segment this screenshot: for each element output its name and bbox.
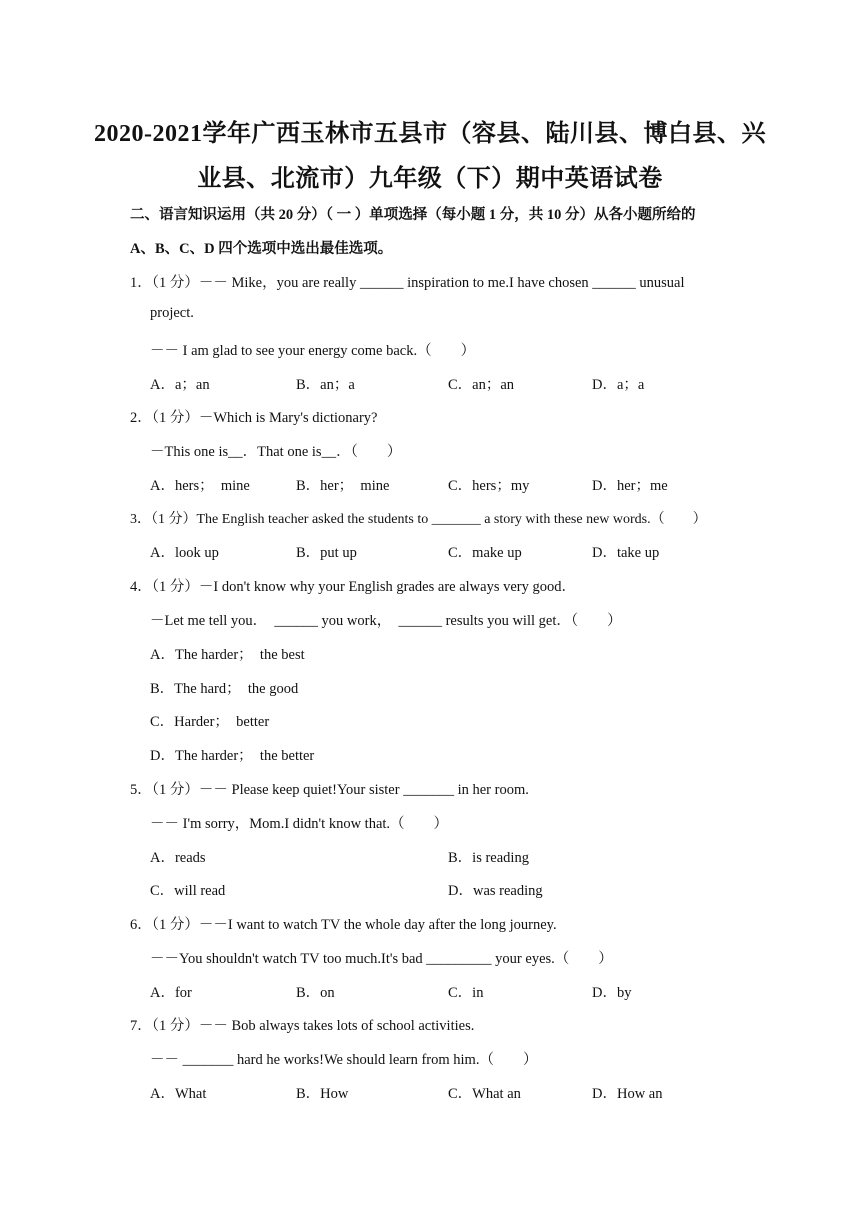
exam-title-line-1: 2020-2021学年广西玉林市五县市（容县、陆川县、博白县、兴	[94, 121, 766, 147]
question-1-stem-line-1: 1．（1 分）－－ Mike，you are really ______ inspiration to me.I have chosen ______ unusual	[130, 275, 685, 291]
section-heading-line-1: 二、语言知识运用（共 20 分）（ 一 ）单项选择（每小题 1 分，共 10 分）从各小题所给的	[130, 207, 696, 223]
question-7-stem-line-1: 7．（1 分）－－ Bob always takes lots of school activities.	[130, 1018, 475, 1034]
question-4-option-a: A．The harder； the best	[150, 647, 305, 663]
question-1-stem-line-2: project.	[150, 305, 194, 321]
question-4-option-d: D．The harder； the better	[150, 748, 315, 764]
question-7-option-d: D．How an	[592, 1086, 663, 1102]
question-2-option-c: C．hers；my	[448, 478, 530, 494]
question-5-option-b: B．is reading	[448, 850, 529, 866]
question-6-stem-line-2: －－You shouldn't watch TV too much.It's bad _________ your eyes.（ ）	[150, 951, 613, 967]
question-3-option-d: D．take up	[592, 545, 660, 561]
question-2-option-d: D．her；me	[592, 478, 668, 494]
question-6-stem-line-1: 6．（1 分）－－I want to watch TV the whole day after the long journey.	[130, 917, 557, 933]
question-5-stem-line-2: －－ I'm sorry，Mom.I didn't know that.（ ）	[150, 816, 449, 832]
question-6-option-c: C．in	[448, 985, 484, 1001]
question-1-stem-line-3: －－ I am glad to see your energy come back.（ ）	[150, 343, 476, 359]
question-3-option-a: A．look up	[150, 545, 219, 561]
question-5-option-d: D．was reading	[448, 883, 543, 899]
question-2-option-b: B．her； mine	[296, 478, 390, 494]
exam-title-line-2: 业县、北流市）九年级（下）期中英语试卷	[197, 166, 663, 192]
question-5-stem-line-1: 5．（1 分）－－ Please keep quiet!Your sister _______ in her room.	[130, 782, 529, 798]
question-1-option-c: C．an；an	[448, 377, 515, 393]
question-4-stem-line-2: －Let me tell you． ______ you work， ______ results you will get．（ ）	[150, 613, 622, 629]
question-2-option-a: A．hers； mine	[150, 478, 250, 494]
question-1-option-d: D．a；a	[592, 377, 645, 393]
section-heading-line-2: A、B、C、D 四个选项中选出最佳选项。	[130, 241, 393, 257]
question-7-option-c: C．What an	[448, 1086, 521, 1102]
question-4-option-c: C．Harder； better	[150, 714, 270, 730]
question-6-option-d: D．by	[592, 985, 632, 1001]
question-1-option-a: A．a；an	[150, 377, 210, 393]
question-5-option-a: A．reads	[150, 850, 206, 866]
question-3-option-c: C．make up	[448, 545, 522, 561]
question-2-stem-line-2: －This one is__．That one is__．（ ）	[150, 444, 402, 460]
question-4-stem-line-1: 4．（1 分）－I don't know why your English grades are always very good．	[130, 579, 576, 595]
question-7-stem-line-2: －－ _______ hard he works!We should learn from him.（ ）	[150, 1052, 538, 1068]
question-5-option-c: C．will read	[150, 883, 226, 899]
question-3-stem-line-1: 3．（1 分）The English teacher asked the students to _______ a story with these new words.（ ）	[130, 512, 707, 527]
question-2-stem-line-1: 2．（1 分）－Which is Mary's dictionary?	[130, 410, 378, 426]
question-6-option-b: B．on	[296, 985, 335, 1001]
question-7-option-a: A．What	[150, 1086, 207, 1102]
question-7-option-b: B．How	[296, 1086, 349, 1102]
question-3-option-b: B．put up	[296, 545, 357, 561]
question-4-option-b: B．The hard； the good	[150, 681, 299, 697]
question-6-option-a: A．for	[150, 985, 192, 1001]
question-1-option-b: B．an；a	[296, 377, 355, 393]
